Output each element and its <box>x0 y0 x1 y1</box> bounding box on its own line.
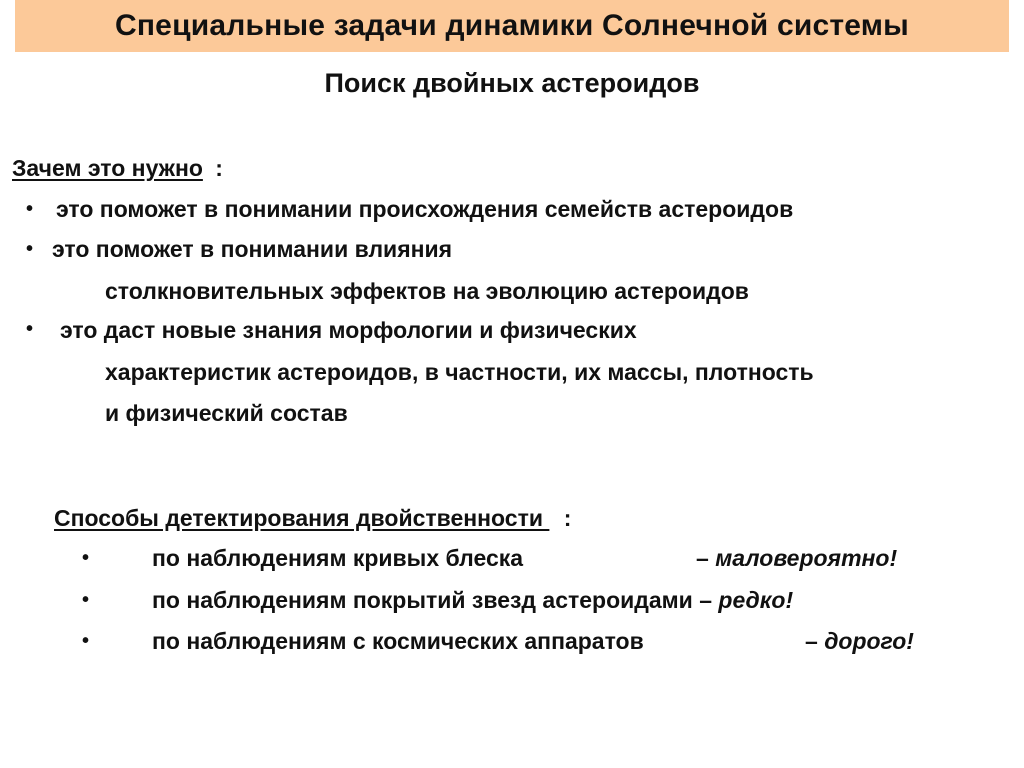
methods-heading: Способы детектирования двойственности <box>54 505 550 531</box>
bullet-icon: • <box>26 238 34 260</box>
methods-heading-row <box>54 505 571 532</box>
why-item-2-line-1: это поможет в понимании влияния <box>52 236 453 262</box>
why-heading-row <box>12 155 223 182</box>
method-dash: – <box>699 587 713 613</box>
why-heading-colon: : <box>215 155 223 181</box>
method-verdict: дорого! <box>824 628 914 654</box>
bullet-icon: • <box>26 198 34 220</box>
why-heading: Зачем это нужно <box>12 155 203 181</box>
bullet-icon: • <box>82 589 90 611</box>
method-item-3-text: по наблюдениям с космических аппаратов <box>152 628 644 654</box>
method-verdict: редко! <box>718 587 794 613</box>
why-item-3-line-2: характеристик астероидов, в частности, их массы, плотность <box>105 359 814 385</box>
title-bar <box>15 0 1009 52</box>
why-item-3-line-1: это даст новые знания морфологии и физических <box>60 317 637 343</box>
bullet-icon: • <box>82 547 90 569</box>
bullet-icon: • <box>26 318 34 340</box>
why-item-1: это поможет в понимании происхождения семейств астероидов <box>56 196 794 222</box>
slide-title: Специальные задачи динамики Солнечной системы <box>115 9 909 42</box>
bullet-icon: • <box>82 630 90 652</box>
why-item-3-line-3: и физический состав <box>105 400 348 426</box>
method-item-1-text: по наблюдениям кривых блеска <box>152 545 524 571</box>
methods-heading-colon: : <box>563 505 572 531</box>
method-dash: – <box>696 545 709 571</box>
why-item-2-line-2: столкновительных эффектов на эволюцию астероидов <box>105 278 749 304</box>
method-item-3-verdict <box>805 628 914 655</box>
method-dash: – <box>805 628 818 654</box>
method-item-1-verdict <box>696 545 897 572</box>
slide-subtitle: Поиск двойных астероидов <box>324 68 700 98</box>
method-text: по наблюдениям покрытий звезд астероидами <box>152 587 693 613</box>
method-verdict: маловероятно! <box>715 545 898 571</box>
method-item-2 <box>152 587 793 614</box>
